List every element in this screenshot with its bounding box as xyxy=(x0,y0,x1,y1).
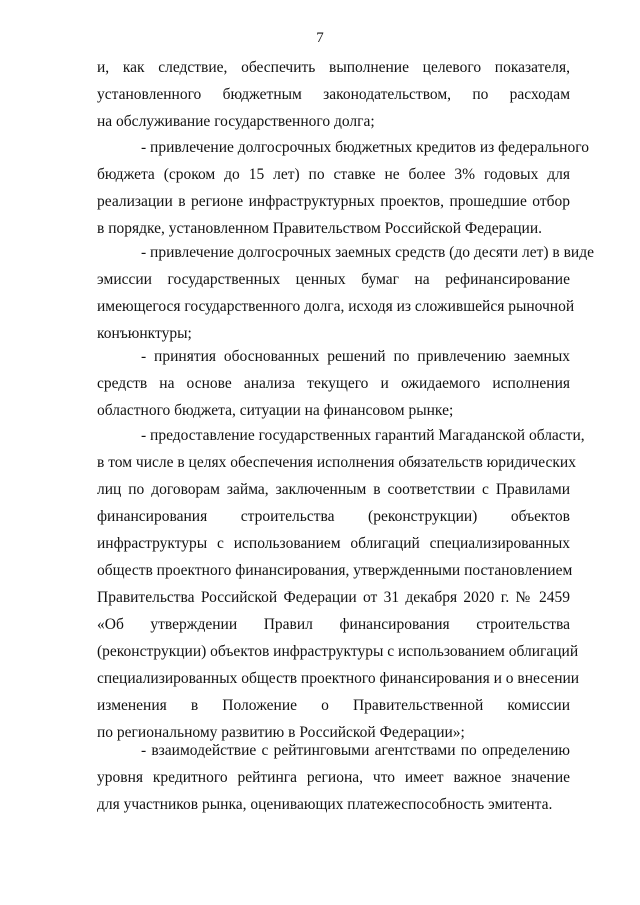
paragraph-line: в том числе в целях обеспечения исполнения обязательств юридических xyxy=(97,454,576,471)
paragraph-line: имеющегося государственного долга, исходя из сложившейся рыночной xyxy=(97,298,575,315)
paragraph-6 xyxy=(97,737,570,818)
page-number: 7 xyxy=(316,30,324,46)
paragraph-line: по региональному развитию в Российской Федерации»; xyxy=(97,724,465,741)
paragraph-line: - предоставление государственных гарантий Магаданской области, xyxy=(141,427,585,444)
paragraph-line: уровня кредитного рейтинга региона, что имеет важное значение xyxy=(97,769,570,786)
paragraph-line: областного бюджета, ситуации на финансовом рынке; xyxy=(97,402,454,419)
paragraph-1 xyxy=(97,54,570,135)
paragraph-line: - привлечение долгосрочных бюджетных кредитов из федерального xyxy=(141,139,589,156)
paragraph-line: и, как следствие, обеспечить выполнение целевого показателя, xyxy=(97,59,570,76)
paragraph-4 xyxy=(97,343,570,424)
paragraph-line: на обслуживание государственного долга; xyxy=(97,113,375,130)
paragraph-line: средств на основе анализа текущего и ожидаемого исполнения xyxy=(97,375,570,392)
paragraph-line: «Об утверждении Правил финансирования строительства xyxy=(97,616,570,633)
paragraph-line: для участников рынка, оценивающих платежеспособность эмитента. xyxy=(97,796,553,813)
paragraph-line: в порядке, установленном Правительством Российской Федерации. xyxy=(97,220,542,237)
paragraph-line: изменения в Положение о Правительственной комиссии xyxy=(97,697,570,714)
paragraph-2 xyxy=(97,134,589,242)
paragraph-line: специализированных обществ проектного финансирования и о внесении xyxy=(97,670,580,687)
paragraph-line: Правительства Российской Федерации от 31 декабря 2020 г. № 2459 xyxy=(97,589,570,606)
paragraph-line: - взаимодействие с рейтинговыми агентствами по определению xyxy=(141,742,570,759)
paragraph-line: реализации в регионе инфраструктурных проектов, прошедшие отбор xyxy=(97,193,570,210)
paragraph-3 xyxy=(97,239,594,347)
paragraph-5 xyxy=(97,422,585,746)
paragraph-line: бюджета (сроком до 15 лет) по ставке не более 3% годовых для xyxy=(97,166,570,183)
paragraph-line: эмиссии государственных ценных бумаг на рефинансирование xyxy=(97,271,570,288)
paragraph-line: установленного бюджетным законодательством, по расходам xyxy=(97,86,570,103)
paragraph-line: конъюнктуры; xyxy=(97,325,192,342)
paragraph-line: (реконструкции) объектов инфраструктуры с использованием облигаций xyxy=(97,643,579,660)
paragraph-line: лиц по договорам займа, заключенным в соответствии с Правилами xyxy=(97,481,570,498)
paragraph-line: - привлечение долгосрочных заемных средств (до десяти лет) в виде xyxy=(141,244,594,261)
paragraph-line: финансирования строительства (реконструкции) объектов xyxy=(97,508,570,525)
paragraph-line: - принятия обоснованных решений по привлечению заемных xyxy=(141,348,570,365)
paragraph-line: обществ проектного финансирования, утвержденными постановлением xyxy=(97,562,573,579)
paragraph-line: инфраструктуры с использованием облигаций специализированных xyxy=(97,535,570,552)
